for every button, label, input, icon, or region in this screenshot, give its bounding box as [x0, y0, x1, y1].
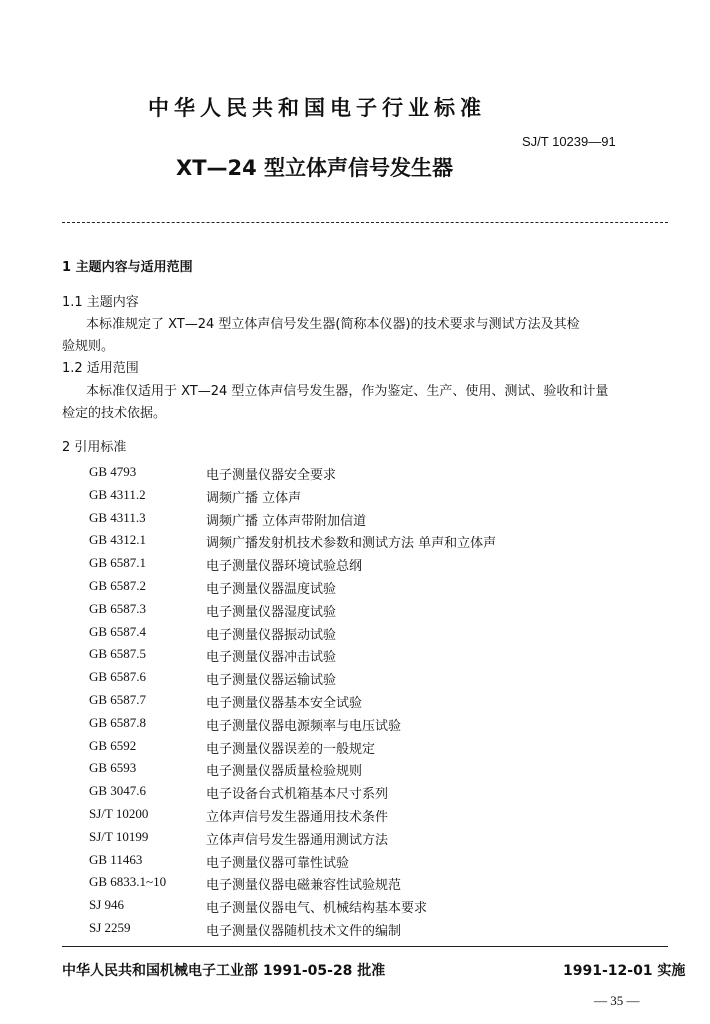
reference-title: 立体声信号发生器通用测试方法 [206, 832, 389, 848]
footer-divider [62, 946, 668, 947]
reference-code: GB 6593 [89, 760, 137, 776]
reference-code: GB 6833.1~10 [89, 874, 167, 890]
reference-title: 电子测量仪器基本安全试验 [206, 695, 363, 711]
reference-row [89, 897, 496, 920]
reference-title: 电子测量仪器温度试验 [206, 581, 337, 597]
reference-code: GB 6587.4 [89, 623, 147, 639]
approval-statement: 中华人民共和国机械电子工业部 1991-05-28 批准 [62, 963, 386, 979]
reference-row [89, 555, 496, 578]
reference-title: 电子测量仪器电源频率与电压试验 [206, 718, 402, 734]
reference-code: GB 6587.3 [89, 600, 147, 616]
reference-row [89, 646, 496, 669]
section-1-2-heading: 1.2 适用范围 [62, 361, 139, 376]
document-title: XT—24 型立体声信号发生器 [176, 156, 454, 180]
reference-title: 电子测量仪器运输试验 [206, 673, 337, 689]
reference-row [89, 829, 496, 852]
reference-title: 电子测量仪器振动试验 [206, 627, 337, 643]
reference-title: 立体声信号发生器通用技术条件 [206, 809, 389, 825]
reference-title: 电子测量仪器质量检验规则 [206, 764, 363, 780]
reference-code: GB 6587.2 [89, 577, 147, 593]
reference-row [89, 532, 496, 555]
section-1-1-text-line2: 验规则。 [62, 339, 115, 354]
reference-code: GB 11463 [89, 851, 143, 867]
reference-row [89, 669, 496, 692]
reference-title: 电子测量仪器可靠性试验 [206, 855, 350, 871]
reference-row [89, 692, 496, 715]
section-1-heading: 1 主题内容与适用范围 [62, 260, 193, 275]
reference-row [89, 760, 496, 783]
reference-code: GB 6587.5 [89, 646, 147, 662]
page-number: — 35 — [594, 993, 640, 1008]
reference-code: GB 6587.7 [89, 691, 147, 707]
reference-row [89, 578, 496, 601]
reference-code: GB 6592 [89, 737, 137, 753]
reference-code: GB 6587.1 [89, 555, 147, 571]
reference-title: 电子测量仪器电气、机械结构基本要求 [206, 901, 428, 917]
reference-code: GB 4311.3 [89, 509, 146, 525]
section-1-2-text-line2: 检定的技术依据。 [62, 406, 167, 421]
reference-title: 调频广播发射机技术参数和测试方法 单声和立体声 [206, 536, 497, 552]
reference-title: 电子测量仪器误差的一般规定 [206, 741, 376, 757]
reference-code: GB 6587.8 [89, 714, 147, 730]
section-1-2-text-line1: 本标准仅适用于 XT—24 型立体声信号发生器，作为鉴定、生产、使用、测试、验收和计量 [86, 384, 609, 399]
reference-row [89, 487, 496, 510]
reference-code: SJ/T 10200 [89, 805, 149, 821]
title-divider [62, 222, 668, 223]
section-1-1-text-line1: 本标准规定了 XT—24 型立体声信号发生器(简称本仪器)的技术要求与测试方法及其检 [86, 317, 580, 332]
reference-row [89, 783, 496, 806]
reference-code: GB 6587.6 [89, 669, 147, 685]
reference-code: SJ/T 10199 [89, 828, 149, 844]
reference-row [89, 601, 496, 624]
standard-number: SJ/T 10239—91 [522, 134, 616, 149]
section-1-1-heading: 1.1 主题内容 [62, 295, 139, 310]
reference-row [89, 806, 496, 829]
reference-title: 电子设备台式机箱基本尺寸系列 [206, 787, 389, 803]
reference-row [89, 624, 496, 647]
reference-row [89, 874, 496, 897]
reference-code: GB 3047.6 [89, 783, 147, 799]
reference-code: SJ 2259 [89, 919, 131, 935]
effective-date: 1991-12-01 实施 [563, 963, 686, 979]
reference-code: GB 4793 [89, 464, 137, 479]
reference-row [89, 464, 496, 487]
reference-title: 电子测量仪器环境试验总纲 [206, 559, 363, 575]
reference-title: 电子测量仪器湿度试验 [206, 604, 337, 620]
standard-category: 中华人民共和国电子行业标准 [148, 96, 486, 120]
reference-code: GB 4312.1 [89, 532, 147, 548]
reference-list [89, 464, 496, 943]
reference-title: 电子测量仪器安全要求 [206, 468, 337, 483]
reference-title: 电子测量仪器随机技术文件的编制 [206, 923, 402, 939]
reference-row [89, 510, 496, 533]
reference-code: GB 4311.2 [89, 486, 146, 502]
reference-title: 调频广播 立体声带附加信道 [206, 513, 367, 529]
reference-title: 调频广播 立体声 [206, 490, 302, 506]
reference-code: SJ 946 [89, 897, 125, 913]
reference-row [89, 738, 496, 761]
reference-title: 电子测量仪器冲击试验 [206, 650, 337, 666]
reference-row [89, 920, 496, 943]
reference-row [89, 852, 496, 875]
reference-title: 电子测量仪器电磁兼容性试验规范 [206, 878, 402, 894]
reference-row [89, 715, 496, 738]
section-2-heading: 2 引用标准 [62, 440, 127, 455]
